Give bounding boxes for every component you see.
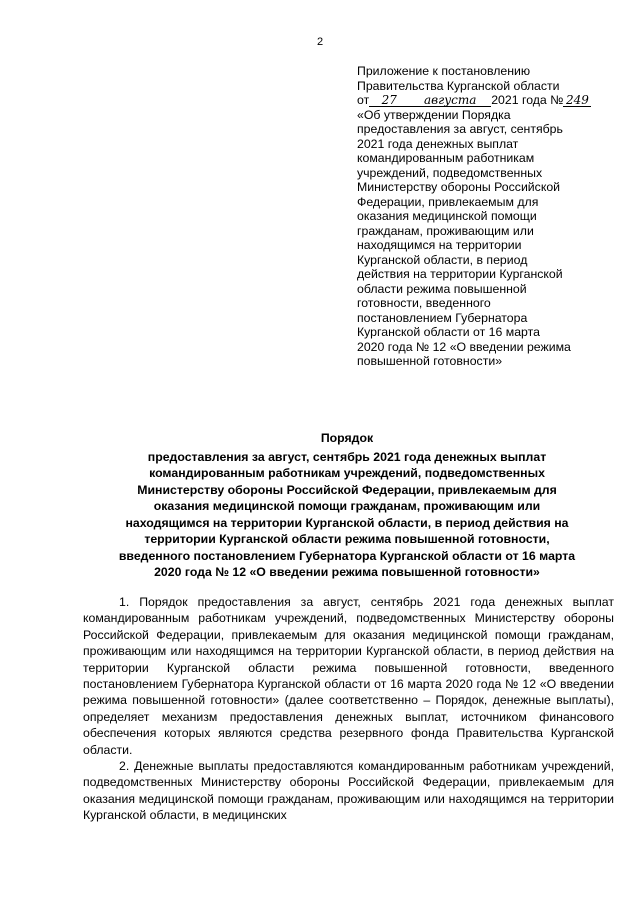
appendix-title-line: гражданам, проживающим или bbox=[357, 223, 534, 238]
appendix-title-line: области режима повышенной bbox=[357, 281, 527, 296]
appendix-title-line: командированным работникам bbox=[357, 151, 535, 165]
document-heading: Порядок bbox=[320, 431, 374, 445]
appendix-title-line: 2021 года денежных выплат bbox=[357, 136, 519, 151]
handwritten-number: 249 bbox=[563, 94, 591, 107]
appendix-title-line: готовности, введенного bbox=[357, 296, 491, 310]
appendix-title-line: учреждений, подведомственных bbox=[357, 165, 543, 180]
appendix-title-line: оказания медицинской помощи bbox=[357, 209, 537, 223]
handwritten-month: августа bbox=[409, 94, 491, 107]
appendix-title-line: предоставления за август, сентябрь bbox=[357, 122, 563, 136]
subtitle-line: 2020 года № 12 «О введении режима повышенной готовности» bbox=[154, 565, 540, 579]
subtitle-line: командированным работникам учреждений, подведомственных bbox=[149, 466, 545, 480]
appendix-block bbox=[357, 64, 607, 369]
handwritten-date: 27 bbox=[369, 94, 409, 107]
appendix-title-line: повышенной готовности» bbox=[357, 354, 503, 368]
appendix-year: 2021 года № bbox=[491, 93, 564, 107]
appendix-line-2: Правительства Курганской области bbox=[357, 78, 560, 93]
subtitle-line: оказания медицинской помощи гражданам, проживающим или bbox=[153, 499, 541, 513]
appendix-title-line: находящимся на территории bbox=[357, 238, 522, 252]
appendix-title-line: Федерации, привлекаемым для bbox=[357, 194, 539, 209]
document-title bbox=[80, 430, 614, 581]
appendix-title-line: Курганской области от 16 марта bbox=[357, 325, 540, 339]
subtitle-line: находящимся на территории Курганской области, в период действия на bbox=[125, 515, 569, 530]
appendix-title-line: «Об утверждении Порядка bbox=[357, 107, 511, 122]
subtitle-line: территории Курганской области режима повышенной готовности, bbox=[144, 532, 550, 546]
appendix-title-line: Курганской области, в период bbox=[357, 252, 528, 267]
appendix-date-line bbox=[357, 93, 607, 108]
appendix-title-line: постановлением Губернатора bbox=[357, 310, 528, 325]
subtitle-line: введенного постановлением Губернатора Курганской области от 16 марта bbox=[118, 548, 576, 563]
appendix-title-line: действия на территории Курганской bbox=[357, 267, 563, 281]
page-number: 2 bbox=[316, 36, 324, 48]
appendix-date-prefix: от bbox=[357, 93, 370, 107]
appendix-line-1: Приложение к постановлению bbox=[357, 64, 531, 78]
paragraph-2: 2. Денежные выплаты предоставляются командированным работникам учреждений, подведомственных Министерству обороны Российской Федерации, привлекаемым для оказания медицинской помощи гражданам, проживающим или находящимся на территории Курганской области, в медицинских bbox=[83, 759, 614, 823]
paragraph-1: 1. Порядок предоставления за август, сентябрь 2021 года денежных выплат командированным работникам учреждений, подведомственных Министерству обороны Российской Федерации, привлекаемым для оказания медицинской помощи гражданам, проживающим или находящимся на территории Курганской области, в период действия на территории Курганской области режима повышенной готовности, введенного постановлением Губернатора Курганской области от 16 марта 2020 года № 12 «О введении режима повышенной готовности» (далее соответственно – Порядок, денежные выплаты), определяет механизм предоставления денежных выплат, источником финансового обеспечения которых являются средства резервного фонда Правительства Курганской области. bbox=[83, 595, 614, 757]
subtitle-line: предоставления за август, сентябрь 2021 года денежных выплат bbox=[147, 449, 547, 464]
appendix-title-line: 2020 года № 12 «О введении режима bbox=[357, 339, 571, 354]
appendix-title-line: Министерству обороны Российской bbox=[357, 180, 561, 194]
document-body bbox=[83, 594, 614, 824]
subtitle-line: Министерству обороны Российской Федерации, привлекаемым для bbox=[137, 482, 557, 497]
